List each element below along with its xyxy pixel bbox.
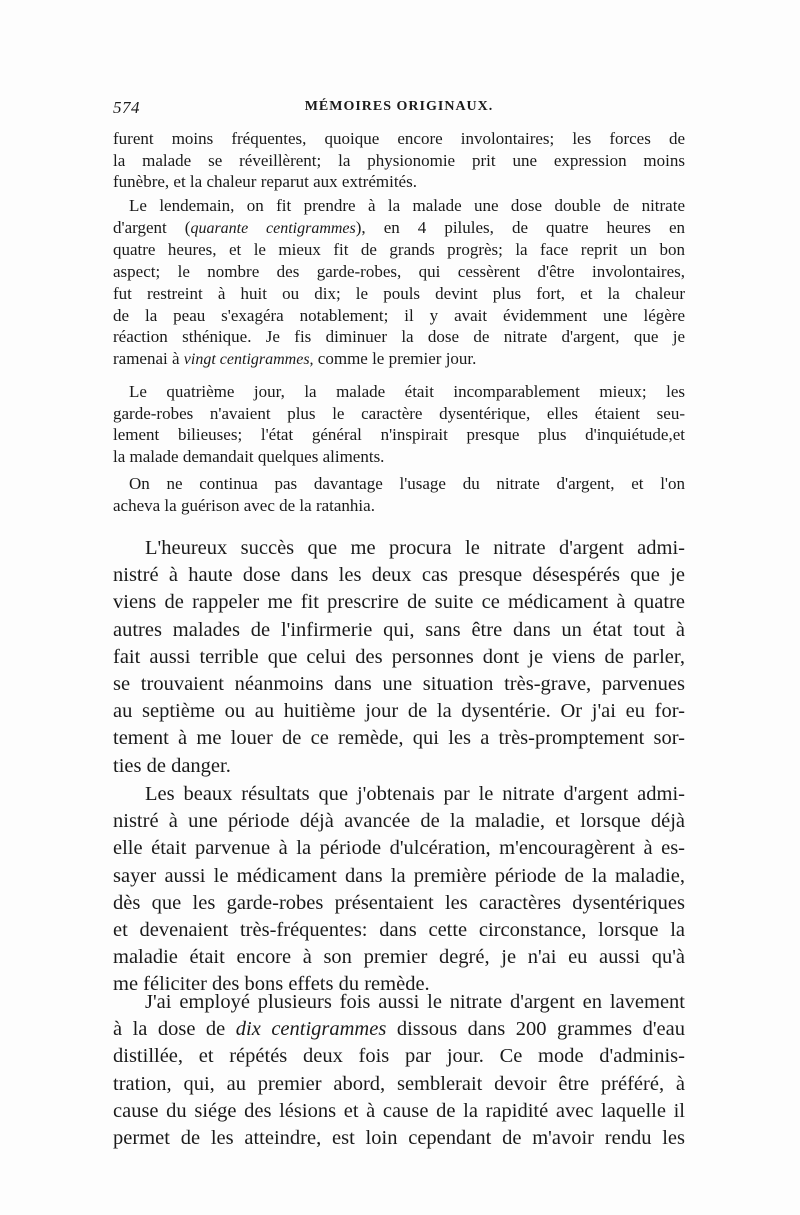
text-line: furent moins fréquentes, quoique encore involontaires; les forces de [113,129,685,148]
text-line: garde-robes n'avaient plus le caractère dysentérique, elles étaient seu- [113,403,685,423]
text-line: aspect; le nombre des garde-robes, qui cessèrent d'être involontaires, [113,262,685,282]
paragraph-ratanhia [113,473,685,516]
text-line: et devenaient très-fréquentes: dans cette circonstance, lorsque la [113,919,685,942]
text-line: de la peau s'exagéra notablement; il y avait évidemment une légère [113,305,685,325]
text-line: Le lendemain, on fit prendre à la malade une dose double de nitrate [129,196,685,215]
text-line: L'heureux succès que me procura le nitrate d'argent admi- [145,537,685,559]
italic-dose: quarante centigrammes [190,219,356,237]
paragraph-quatrieme-jour [113,381,685,468]
text-line: dès que les garde-robes présentaient les caractères dysentériques [113,891,685,914]
text-line: réaction sthénique. Je fis diminuer la dose de nitrate d'argent, que je [113,327,685,347]
text-line: J'ai employé plusieurs fois aussi le nitrate d'argent en lavement [145,991,685,1013]
text-line: au septième ou au huitième jour de la dysentérie. Or j'ai eu for- [113,700,685,723]
text-line: d'argent (quarante centigrammes), en 4 pilules, de quatre heures en [113,217,685,237]
italic-dose: dix centigrammes [235,1018,387,1041]
text-line: autres malades de l'infirmerie qui, sans être dans un état tout à [113,618,685,641]
running-title: MÉMOIRES ORIGINAUX. [304,99,494,114]
text-line: maladie était encore à son premier degré, je n'ai eu aussi qu'à [113,946,685,969]
text-line: quatre heures, et le mieux fit de grands progrès; la face reprit un bon [113,240,685,260]
text-line: sayer aussi le médicament dans la première période de la maladie, [113,864,685,887]
text-line: lement bilieuses; l'état général n'inspirait presque plus d'inquiétude,et [113,425,685,445]
text-line: fut restreint à huit ou dix; le pouls devint plus fort, et la chaleur [113,283,685,303]
text-line: permet de les atteindre, est loin cependant de m'avoir rendu les [113,1127,685,1150]
text-line: tration, qui, au premier abord, semblerait devoir être préféré, à [113,1072,685,1095]
text-line: nistré à une période déjà avancée de la maladie, et lorsque déjà [113,810,685,833]
text-line: elle était parvenue à la période d'ulcération, m'encouragèrent à es- [113,837,685,860]
page-number: 574 [113,98,140,117]
text-line: tement à me louer de ce remède, qui les a très-promptement sor- [113,727,685,750]
text-line: Les beaux résultats que j'obtenais par le nitrate d'argent admi- [145,783,685,805]
paragraph-lendemain [113,195,685,371]
text-line: Le quatrième jour, la malade était incomparablement mieux; les [129,382,685,401]
text-line: me féliciter des bons effets du remède. [113,973,430,996]
text-line: ramenai à vingt centigrammes, comme le premier jour. [113,348,477,368]
text-line: On ne continua pas davantage l'usage du nitrate d'argent, et l'on [129,474,685,493]
text-line: la malade demandait quelques aliments. [113,447,385,467]
text-line: se trouvaient néanmoins dans une situation très-grave, parvenues [113,673,685,696]
page-header [113,98,685,122]
text-line: la malade se réveillèrent; la physionomie prit une expression moins [113,150,685,170]
text-line: acheva la guérison avec de la ratanhia. [113,495,375,515]
italic-dose: vingt centigrammes, [183,350,314,368]
text-line: cause du siége des lésions et à cause de la rapidité avec laquelle il [113,1099,685,1122]
text-line: ties de danger. [113,754,231,777]
paragraph-lavement [113,989,685,1152]
paragraph-beaux-resultats [113,781,685,999]
text-line: funèbre, et la chaleur reparut aux extrémités. [113,172,417,192]
paragraph-heureux-succes [113,535,685,780]
text-line: à la dose de dix centigrammes dissous dans 200 grammes d'eau [113,1018,685,1041]
text-line: viens de rappeler me fit prescrire de suite ce médicament à quatre [113,591,685,614]
text-line: distillée, et répétés deux fois par jour. Ce mode d'adminis- [113,1045,685,1068]
text-line: nistré à haute dose dans les deux cas presque désespérés que je [113,564,685,587]
paragraph-continuation [113,128,685,193]
text-line: fait aussi terrible que celui des personnes dont je viens de parler, [113,645,685,668]
